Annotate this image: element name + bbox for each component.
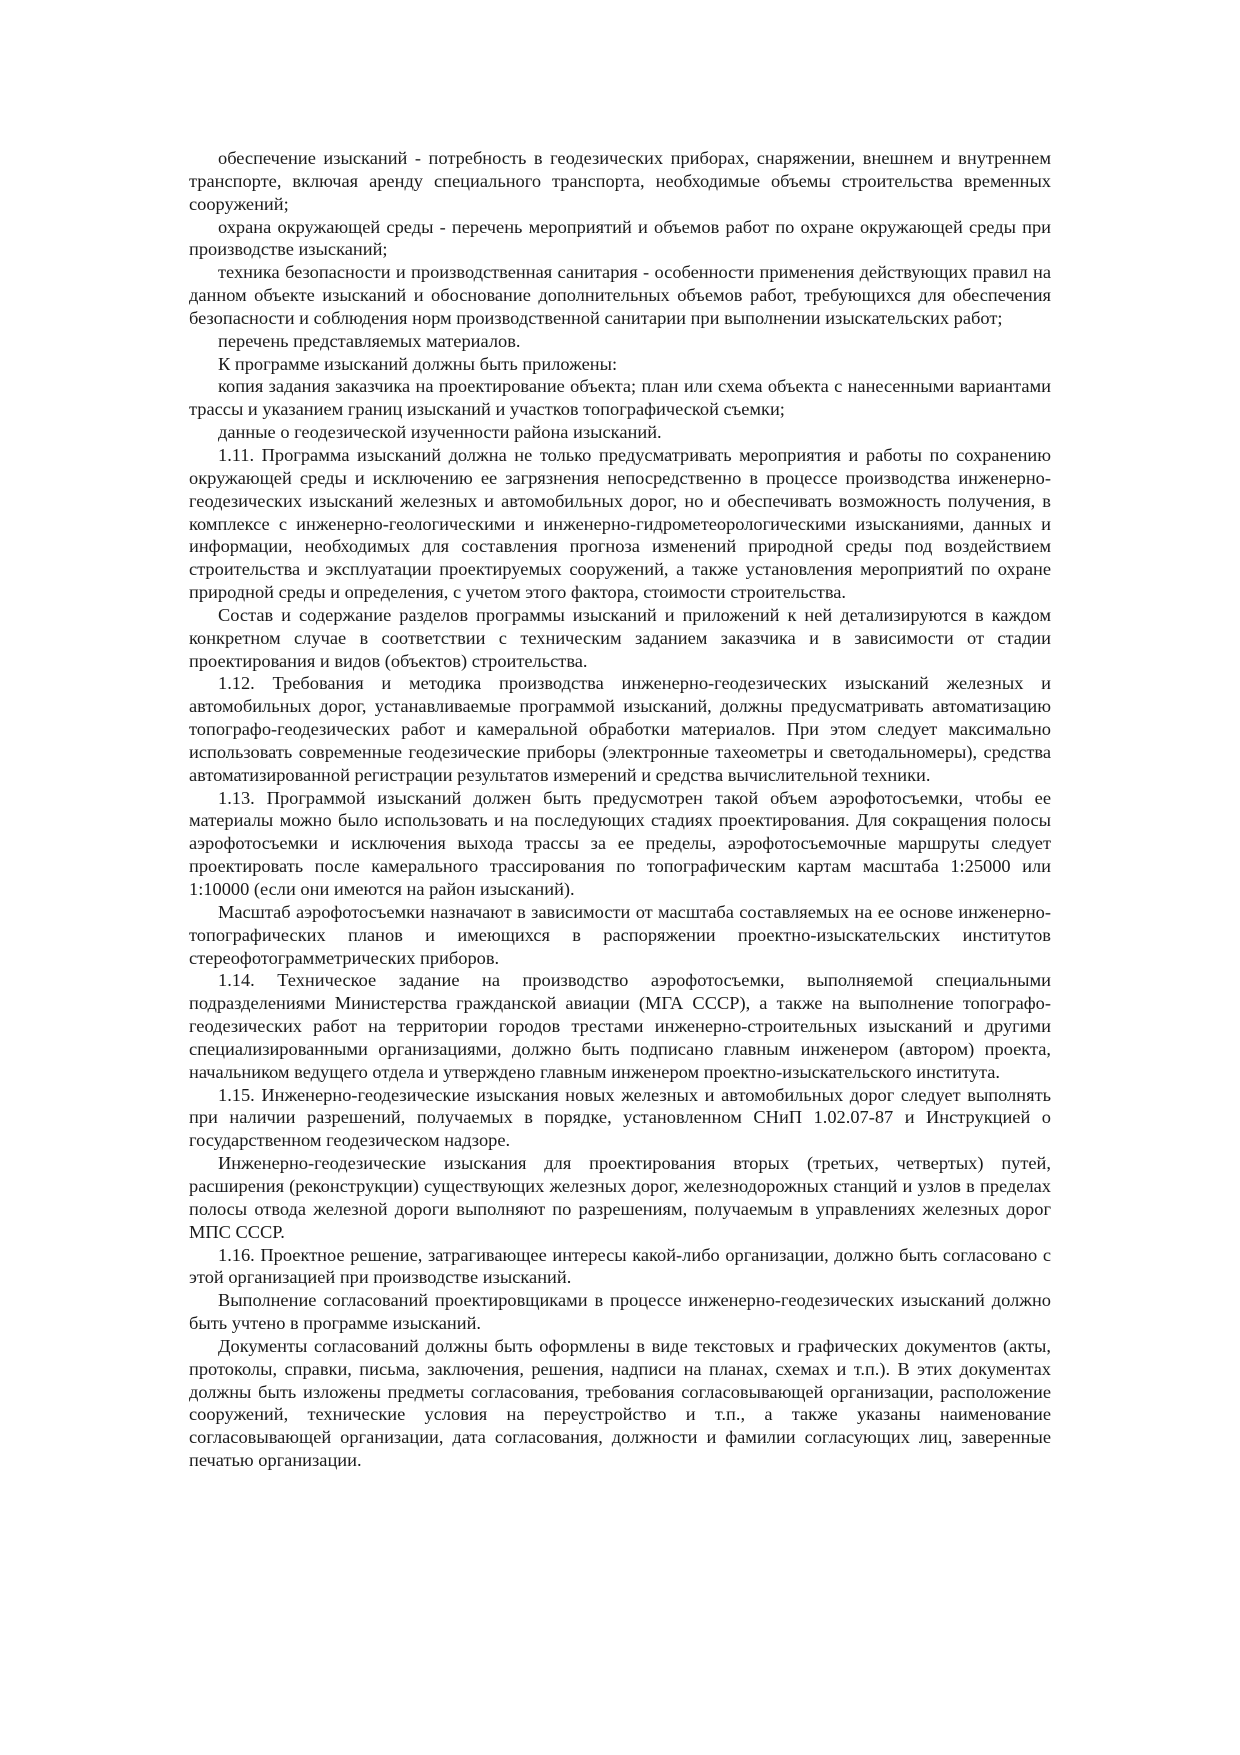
paragraph-item-3: техника безопасности и производственная санитария - особенности применения действующих правил на данном объекте изысканий и обоснование дополнительных объемов работ, требующихся для обеспечения безопасности и соблюдения норм производственной санитарии при выполнении изыскательских работ; <box>189 262 1051 328</box>
paragraph-item-4: перечень представляемых материалов. <box>218 330 521 351</box>
paragraph-approval-documents: Документы согласований должны быть оформлены в виде текстовых и графических документов (акты, протоколы, справки, письма, заключения, решения, надписи на планах, схемах и т.п.). В этих документах должны быть изложены предметы согласования, требования согласовывающей организации, расположение сооружений, технические условия на переустройство и т.п., а также указаны наименование согласовывающей организации, дата согласования, должности и фамилии согласующих лиц, заверенные печатью организации. <box>189 1335 1051 1471</box>
paragraph-composition: Состав и содержание разделов программы изысканий и приложений к ней детализируются в каждом конкретном случае в соответствии с техническим заданием заказчика и в зависимости от стадии проектирования и видов (объектов) строительства. <box>189 604 1051 671</box>
paragraph-item-1: обеспечение изысканий - потребность в геодезических приборах, снаряжении, внешнем и внутреннем транспорте, включая аренду специального транспорта, необходимые объемы строительства временных сооружений; <box>189 148 1051 214</box>
paragraph-item-2: охрана окружающей среды - перечень мероприятий и объемов работ по охране окружающей среды при производстве изысканий; <box>189 216 1051 260</box>
paragraph-item-5: К программе изысканий должны быть приложены: <box>218 353 618 374</box>
paragraph-1-11: 1.11. Программа изысканий должна не только предусматривать мероприятия и работы по сохранению окружающей среды и исключению ее загрязнения непосредственно в процессе производства инженерно-геодезических изысканий железных и автомобильных дорог, но и обеспечивать возможность получения, в комплексе с инженерно-геологическими и инженерно-гидрометеорологическими изысканиями, данных и информации, необходимых для составления прогноза изменений природной среды под воздействием строительства и эксплуатации проектируемых сооружений, а также установления мероприятий по охране природной среды и определения, с учетом этого фактора, стоимости строительства. <box>189 444 1051 603</box>
paragraph-1-15: 1.15. Инженерно-геодезические изыскания новых железных и автомобильных дорог следует выполнять при наличии разрешений, получаемых в порядке, установленном СНиП 1.02.07-87 и Инструкцией о государственном геодезическом надзоре. <box>189 1084 1051 1151</box>
paragraph-1-16: 1.16. Проектное решение, затрагивающее интересы какой-либо организации, должно быть согласовано с этой организацией при производстве изысканий. <box>189 1244 1051 1288</box>
paragraph-item-6: копия задания заказчика на проектирование объекта; план или схема объекта с нанесенными вариантами трассы и указанием границ изысканий и участков топографической съемки; <box>189 376 1051 420</box>
paragraph-approvals: Выполнение согласований проектировщиками в процессе инженерно-геодезических изысканий должно быть учтено в программе изысканий. <box>189 1290 1051 1334</box>
paragraph-item-7: данные о геодезической изученности района изысканий. <box>218 422 662 443</box>
paragraph-1-13: 1.13. Программой изысканий должен быть предусмотрен такой объем аэрофотосъемки, чтобы ее материалы можно было использовать и на последующих стадиях проектирования. Для сокращения полосы аэрофотосъемки и исключения выхода трассы за ее пределы, аэрофотосъемочные маршруты следует проектировать после камерального трассирования по топографическим картам масштаба 1:25000 или 1:10000 (если они имеются на район изысканий). <box>189 787 1051 899</box>
paragraph-second-tracks: Инженерно-геодезические изыскания для проектирования вторых (третьих, четвертых) путей, расширения (реконструкции) существующих железных дорог, железнодорожных станций и узлов в пределах полосы отвода железной дороги выполняют по разрешениям, получаемым в управлениях железных дорог МПС СССР. <box>189 1153 1051 1242</box>
paragraph-1-14: 1.14. Техническое задание на производство аэрофотосъемки, выполняемой специальными подразделениями Министерства гражданской авиации (МГА СССР), а также на выполнение топографо-геодезических работ на территории городов трестами инженерно-строительных изысканий и другими специализированными организациями, должно быть подписано главным инженером (автором) проекта, начальником ведущего отдела и утверждено главным инженером проектно-изыскательского института. <box>189 970 1051 1082</box>
paragraph-1-12: 1.12. Требования и методика производства инженерно-геодезических изысканий железных и автомобильных дорог, устанавливаемые программой изысканий, должны предусматривать автоматизацию топографо-геодезических работ и камеральной обработки материалов. При этом следует максимально использовать современные геодезические приборы (электронные тахеометры и светодальномеры), средства автоматизированной регистрации результатов измерений и средства вычислительной техники. <box>189 673 1051 785</box>
document-body <box>189 147 1051 1472</box>
paragraph-scale: Масштаб аэрофотосъемки назначают в зависимости от масштаба составляемых на ее основе инженерно-топографических планов и имеющихся в распоряжении проектно-изыскательских институтов стереофотограмметрических приборов. <box>189 901 1051 968</box>
